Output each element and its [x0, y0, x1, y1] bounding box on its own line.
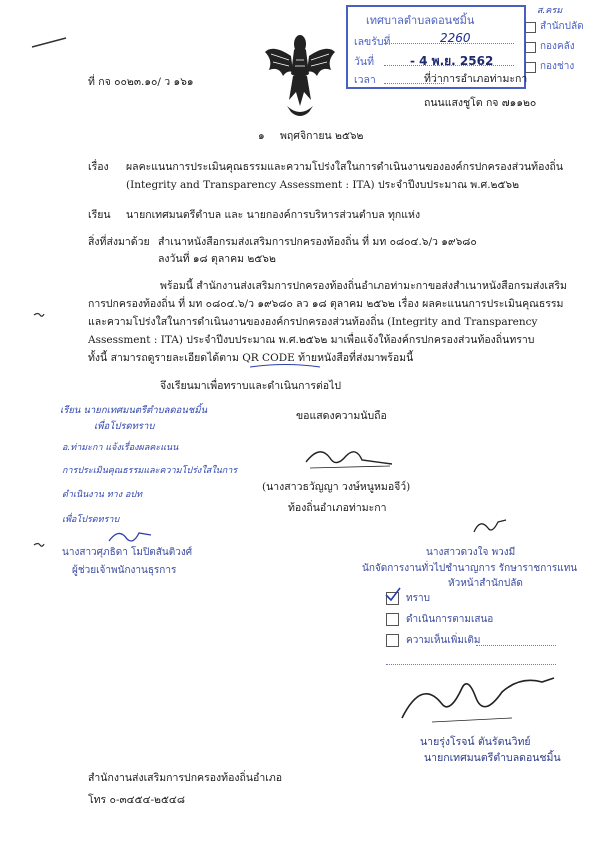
- option-proceed: ดำเนินการตามเสนอ: [406, 614, 494, 625]
- subject-line-2: (Integrity and Transparency Assessment : ITA) ประจำปีงบประมาณ พ.ศ.๒๕๖๒: [126, 179, 519, 191]
- comment-line: [476, 645, 556, 646]
- memo-note-2: การประเมินคุณธรรมและความโปร่งใสในการ: [62, 466, 238, 476]
- subject-label: เรื่อง: [88, 161, 109, 173]
- closing-request: จึงเรียนมาเพื่อทราบและดำเนินการต่อไป: [160, 380, 342, 392]
- recipient: นายกเทศมนตรีตำบล และ นายกองค์การบริหารส่วนตำบล ทุกแห่ง: [126, 209, 421, 221]
- letter-date: พฤศจิกายน ๒๕๖๒: [280, 130, 364, 142]
- closing: ขอแสดงความนับถือ: [296, 410, 387, 422]
- attachment-line-1: สำเนาหนังสือกรมส่งเสริมการปกครองท้องถิ่น ที่ มท ๐๘๐๔.๖/ว ๑๙๖๘๐: [158, 236, 477, 248]
- body-line-2: การปกครองท้องถิ่น ที่ มท ๐๘๐๔.๖/ว ๑๙๖๘๐ ลว ๑๘ ตุลาคม ๒๕๖๒ เรื่อง ผลคะแนนการประเมินคุณธรรม: [88, 298, 564, 310]
- stamp-date: - 4 พ.ย. 2562: [410, 54, 494, 68]
- subject-line-1: ผลคะแนนการประเมินคุณธรรมและความโปร่งใสในการดำเนินงานขององค์กรปกครองส่วนท้องถิ่น: [126, 161, 564, 173]
- clerk-name: นางสาวศุภธิดา โมปิตสันติวงศ์: [62, 547, 193, 558]
- routing-checkbox-1[interactable]: [525, 22, 536, 33]
- footer-office: สำนักงานส่งเสริมการปกครองท้องถิ่นอำเภอ: [88, 772, 283, 784]
- option-acknowledge: ทราบ: [406, 593, 430, 604]
- option-checkbox-proceed[interactable]: [386, 613, 399, 626]
- mayor-title: นายกเทศมนตรีตำบลดอนชมิ้น: [424, 752, 561, 764]
- comment-line: [386, 664, 556, 665]
- option-comment: ความเห็นเพิ่มเติม: [406, 635, 481, 646]
- pen-stroke-mark: [30, 35, 70, 49]
- stamp-receive-no-label: เลขรับที่: [354, 36, 391, 48]
- memo-note-4: เพื่อโปรดทราบ: [62, 515, 120, 525]
- deputy-signature: [470, 512, 510, 538]
- margin-mark: [32, 310, 46, 320]
- mayor-name: นายรุ่งโรจน์ ตันรัตนวิทย์: [420, 736, 531, 748]
- qr-code-underline: [248, 362, 322, 370]
- deputy-name: นางสาวดวงใจ พวงมี: [426, 547, 516, 558]
- deputy-title-1: นักจัดการงานทั่วไปชำนาญการ รักษาราชการแทน: [362, 563, 578, 574]
- checkmark-icon: [384, 586, 402, 602]
- district-officer-signature: [300, 440, 400, 474]
- routing-item-1: สำนักปลัด: [540, 21, 584, 32]
- deputy-title-2: หัวหน้าสำนักปลัด: [448, 578, 523, 589]
- body-line-4: Assessment : ITA) ประจำปีงบประมาณ พ.ศ.๒๕๖๒ มาเพื่อแจ้งให้องค์กรปกครองส่วนท้องถิ่นทราบ: [88, 334, 535, 346]
- clerk-title: ผู้ช่วยเจ้าพนักงานธุรการ: [72, 565, 177, 576]
- body-line-5: ทั้งนี้ สามารถดูรายละเอียดได้ตาม QR CODE ท้ายหนังสือที่ส่งมาพร้อมนี้: [88, 352, 414, 364]
- document-number: ที่ กจ ๐๐๒๓.๑๐/ ว ๑๖๑: [88, 76, 194, 88]
- body-line-1: พร้อมนี้ สำนักงานส่งเสริมการปกครองท้องถิ่นอำเภอท่ามะกาขอส่งสำเนาหนังสือกรมส่งเสริม: [160, 280, 567, 292]
- memo-for-info: เพื่อโปรดทราบ: [94, 421, 155, 432]
- option-checkbox-comment[interactable]: [386, 634, 399, 647]
- clerk-signature: [105, 525, 155, 547]
- routing-handwritten-note: ส.ครม: [537, 6, 563, 16]
- stamp-org: เทศบาลตำบลดอนชมิ้น: [366, 14, 475, 27]
- mayor-signature: [392, 668, 562, 728]
- memo-note-1: อ.ท่ามะกา แจ้งเรื่องผลคะแนน: [62, 443, 179, 453]
- attachment-line-2: ลงวันที่ ๑๘ ตุลาคม ๒๕๖๒: [158, 253, 276, 265]
- footer-telephone: โทร ๐-๓๔๕๔-๒๕๔๘: [88, 794, 185, 806]
- sender-office: ที่ว่าการอำเภอท่ามะกา: [424, 73, 528, 85]
- stamp-date-label: วันที่: [354, 56, 374, 68]
- memo-note-3: ดำเนินงาน ทาง อปท: [62, 490, 143, 500]
- routing-item-3: กองช่าง: [540, 61, 575, 72]
- stamp-receive-no: 2260: [440, 31, 471, 45]
- signer-title: ท้องถิ่นอำเภอท่ามะกา: [288, 502, 387, 514]
- recipient-label: เรียน: [88, 209, 111, 221]
- routing-checkbox-2[interactable]: [525, 42, 536, 53]
- attachment-label: สิ่งที่ส่งมาด้วย: [88, 236, 150, 248]
- signer-name: (นางสาวธวัญญา วงษ์หนูหมอจีว์): [262, 481, 411, 493]
- routing-item-2: กองคลัง: [540, 41, 575, 52]
- stamp-time-label: เวลา: [354, 74, 376, 86]
- body-line-3: และความโปร่งใสในการดำเนินงานขององค์กรปกครองส่วนท้องถิ่น (Integrity and Transparency: [88, 316, 538, 328]
- letter-date-day: ๑: [258, 130, 265, 142]
- memo-to: เรียน นายกเทศมนตรีตำบลดอนชมิ้น: [60, 405, 208, 416]
- sender-address: ถนนแสงชูโต กจ ๗๑๑๒๐: [424, 97, 537, 109]
- margin-mark: [32, 540, 46, 550]
- garuda-emblem: [263, 30, 337, 120]
